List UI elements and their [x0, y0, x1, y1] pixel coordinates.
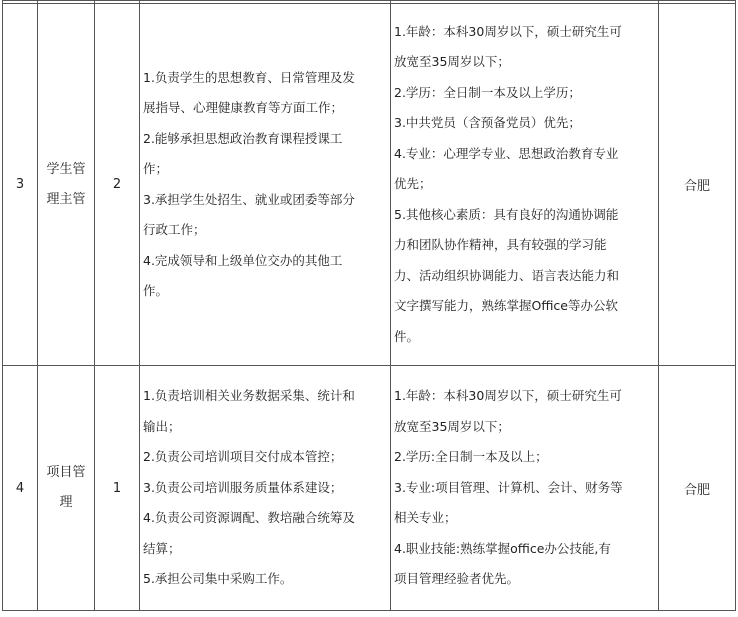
- headcount: 2: [95, 4, 140, 366]
- job-title: 学生管 理主管: [38, 4, 95, 366]
- headcount: 1: [95, 366, 140, 611]
- work-location: 合肥: [659, 4, 736, 366]
- job-duties: 1.负责学生的思想教育、日常管理及发 展指导、心理健康教育等方面工作； 2.能够承担思想政治教育课程授课工 作； 3.承担学生处招生、就业或团委等部分 行政工作； 4.完成领导和上级单位交办的其他工 作。: [140, 4, 391, 366]
- table-row: [3, 366, 736, 611]
- job-title: 项目管 理: [38, 366, 95, 611]
- job-requirements: 1.年龄：本科30周岁以下，硕士研究生可 放宽至35周岁以下； 2.学历:全日制一本及以上； 3.专业:项目管理、计算机、会计、财务等 相关专业； 4.职业技能:熟练掌握office办公技能,有 项目管理经验者优先。: [391, 366, 659, 611]
- table-row: [3, 4, 736, 366]
- work-location: 合肥: [659, 366, 736, 611]
- row-number: 3: [3, 4, 38, 366]
- job-requirements: 1.年龄：本科30周岁以下，硕士研究生可 放宽至35周岁以下； 2.学历：全日制一本及以上学历； 3.中共党员（含预备党员）优先； 4.专业：心理学专业、思想政治教育专业 优先； 5.其他核心素质：具有良好的沟通协调能 力和团队协作精神，具有较强的学习能 力、活动组织协调能力、语言表达能力和 文字撰写能力，熟练掌握Office等办公软 件。: [391, 4, 659, 366]
- job-duties: 1.负责培训相关业务数据采集、统计和 输出； 2.负责公司培训项目交付成本管控； 3.负责公司培训服务质量体系建设； 4.负责公司资源调配、教培融合统筹及 结算； 5.承担公司集中采购工作。: [140, 366, 391, 611]
- row-number: 4: [3, 366, 38, 611]
- job-table: [2, 0, 736, 611]
